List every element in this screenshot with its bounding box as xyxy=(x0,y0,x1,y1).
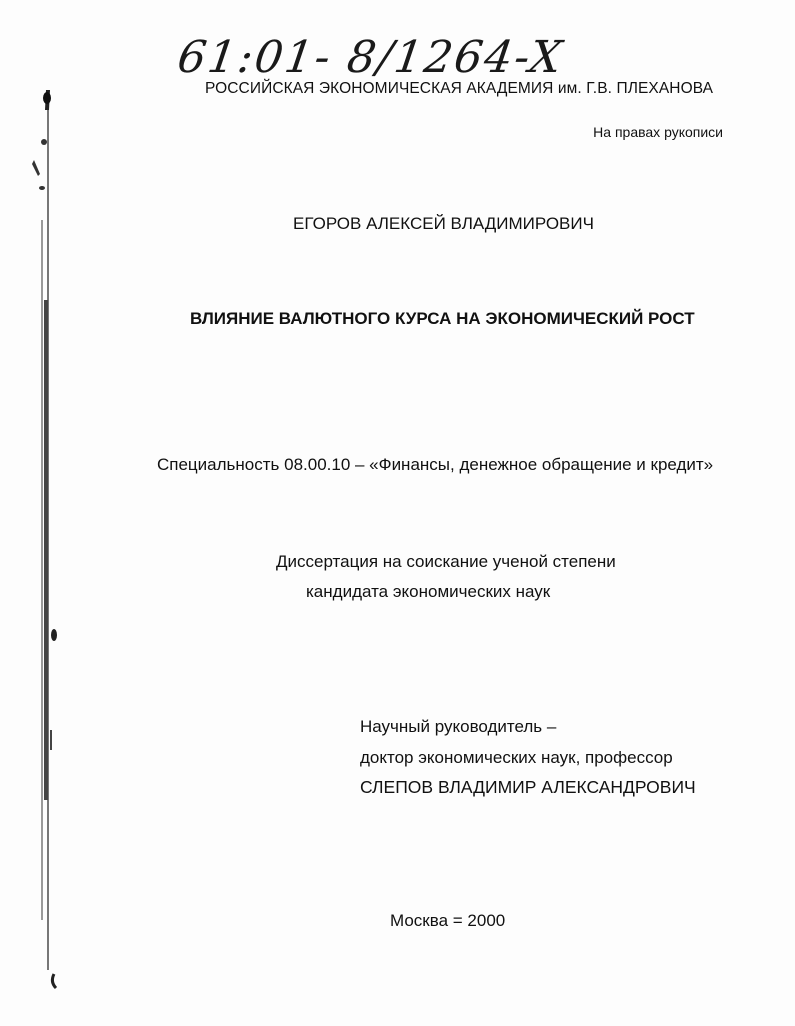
degree-line-1: Диссертация на соискание ученой степени xyxy=(276,552,616,571)
specialty-line: Специальность 08.00.10 – «Финансы, денежное обращение и кредит» xyxy=(157,455,714,474)
city-year: Москва = 2000 xyxy=(390,911,506,930)
supervisor-label: Научный руководитель – xyxy=(360,717,557,736)
binding-edge-marks xyxy=(30,70,58,1026)
institution-name: РОССИЙСКАЯ ЭКОНОМИЧЕСКАЯ АКАДЕМИЯ им. Г.В. ПЛЕХАНОВА xyxy=(205,80,714,97)
supervisor-degree: доктор экономических наук, профессор xyxy=(360,748,673,767)
handwritten-archive-code: 61:01- 8/1264-X xyxy=(174,32,567,83)
dissertation-title: ВЛИЯНИЕ ВАЛЮТНОГО КУРСА НА ЭКОНОМИЧЕСКИЙ РОСТ xyxy=(190,309,695,328)
degree-line-2: кандидата экономических наук xyxy=(306,582,551,601)
supervisor-name: СЛЕПОВ ВЛАДИМИР АЛЕКСАНДРОВИЧ xyxy=(360,777,696,797)
rights-note: На правах рукописи xyxy=(593,124,723,140)
author-name: ЕГОРОВ АЛЕКСЕЙ ВЛАДИМИРОВИЧ xyxy=(293,214,594,233)
